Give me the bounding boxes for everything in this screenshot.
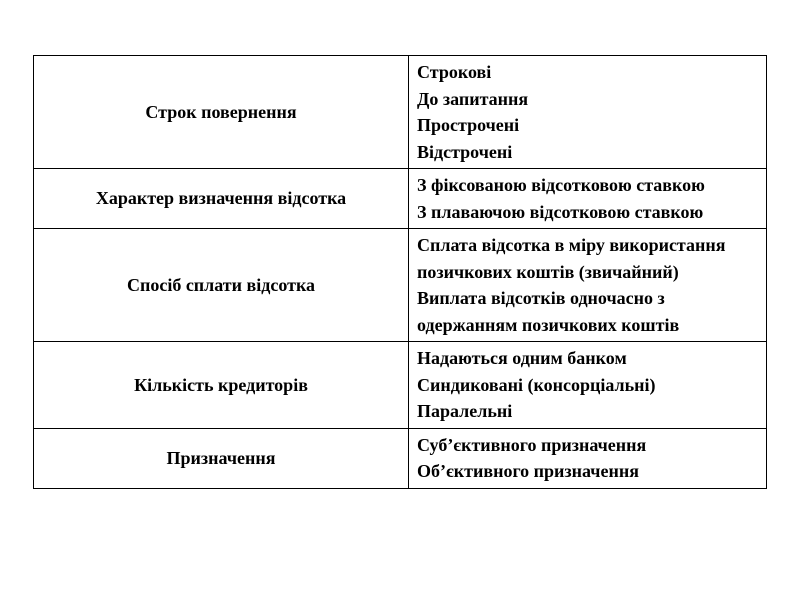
type-item: Прострочені	[417, 115, 520, 135]
type-item: З плаваючою відсотковою ставкою	[417, 201, 704, 222]
table-row-interest-nature	[34, 169, 767, 229]
type-item: Строкові	[417, 62, 492, 82]
table-row-repayment-term	[34, 56, 767, 169]
table-row-interest-payment	[34, 229, 767, 342]
types-cell	[409, 428, 767, 488]
type-item: Виплата відсотків одночасно з одержанням позичкових коштів	[417, 288, 680, 335]
table-body	[34, 56, 767, 489]
types-cell	[409, 342, 767, 429]
types-cell	[409, 56, 767, 169]
classification-table	[33, 55, 767, 489]
table-row-creditors-count	[34, 342, 767, 429]
types-cell	[409, 169, 767, 229]
type-item: Паралельні	[417, 401, 513, 421]
type-item: Об’єктивного призначення	[417, 461, 639, 481]
type-item: Сплата відсотка в міру використання позичкових коштів (звичайний)	[417, 235, 730, 282]
criterion-cell: Характер визначення відсотка	[34, 169, 409, 229]
types-cell	[409, 229, 767, 342]
type-item: Надаються одним банком	[417, 348, 627, 368]
criterion-cell: Строк повернення	[34, 56, 409, 169]
type-item: З фіксованою відсотковою ставкою	[417, 175, 705, 195]
criterion-cell: Спосіб сплати відсотка	[34, 229, 409, 342]
table-row-purpose	[34, 428, 767, 488]
type-item: До запитання	[417, 88, 529, 109]
type-item: Суб’єктивного призначення	[417, 434, 647, 455]
criterion-cell: Кількість кредиторів	[34, 342, 409, 429]
type-item: Відстрочені	[417, 141, 513, 162]
type-item: Синдиковані (консорціальні)	[417, 374, 656, 395]
criterion-cell: Призначення	[34, 428, 409, 488]
